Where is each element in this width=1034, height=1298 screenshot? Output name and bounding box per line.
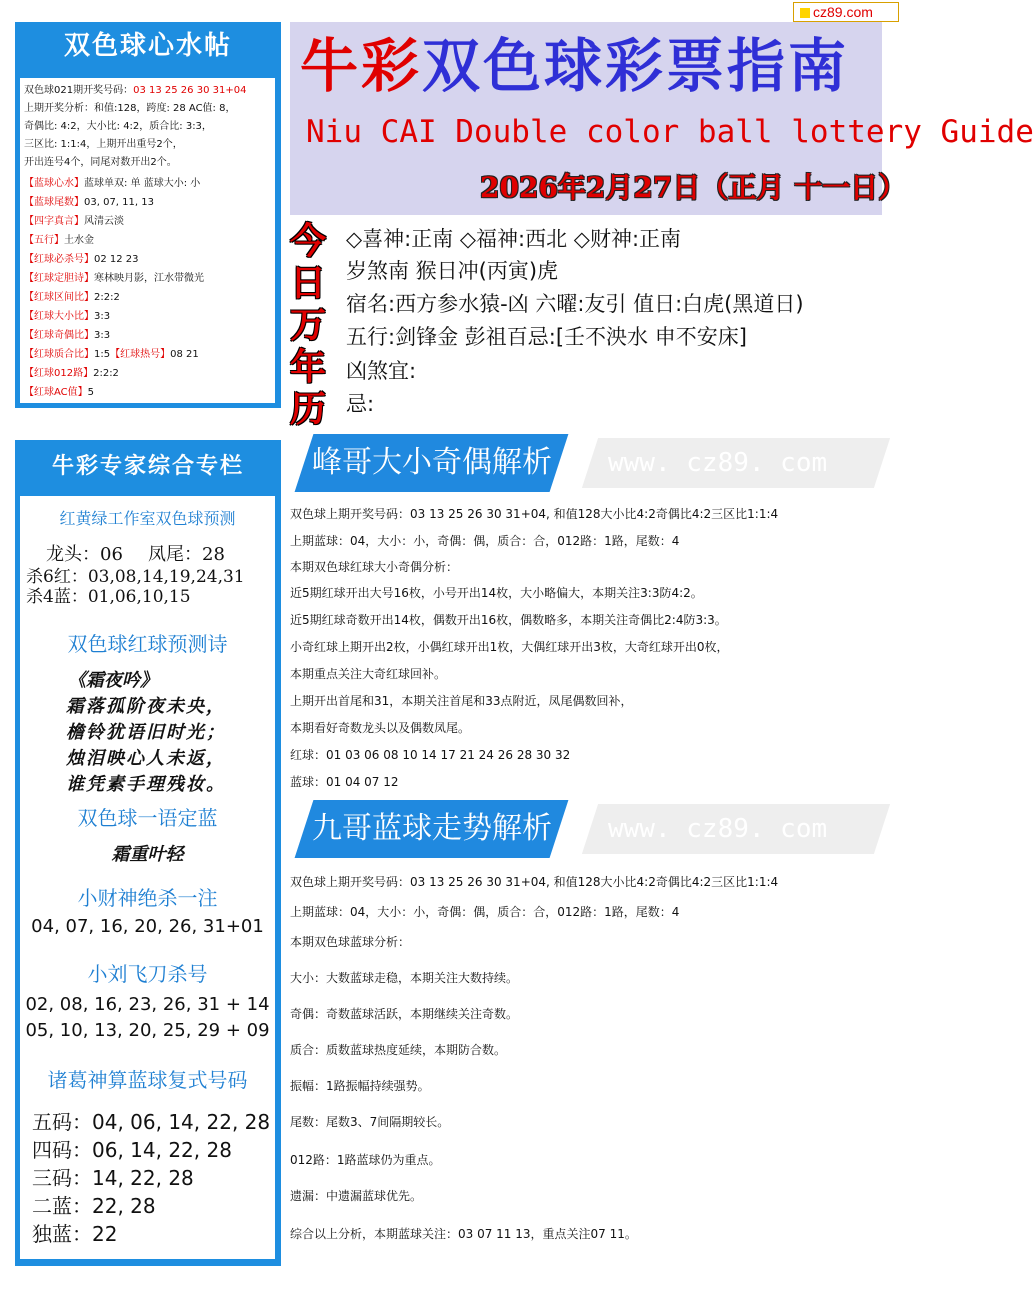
section1-line: 上期蓝球：04，大小：小，奇偶：偶，质合：合，012路：1路，尾数：4: [290, 534, 680, 548]
zhuge-line: 五码：04, 06, 14, 22, 28: [32, 1110, 271, 1134]
almanac-label: [285, 220, 331, 428]
kill-blue: 杀4蓝：01,06,10,15: [26, 587, 191, 607]
tip-tag: 【红球定胆诗】: [24, 273, 94, 284]
zhuge-line: 独蓝：22: [32, 1222, 118, 1246]
tip-tag: 【红球必杀号】: [24, 254, 94, 265]
section1-line: 红球：01 03 06 08 10 14 17 21 24 26 28 30 32: [290, 748, 571, 762]
draw-numbers-line: [24, 84, 246, 97]
tip-text: 1:5: [94, 349, 111, 360]
poem-name: 《霜夜吟》: [68, 670, 158, 691]
section2-line: 尾数：尾数3、7间隔期较长。: [290, 1115, 450, 1129]
tip-text: 寒林映月影，江水带微光: [94, 273, 204, 284]
tip-tag: 【红球AC值】: [24, 387, 88, 398]
zhuge-title: 诸葛神算蓝球复式号码: [47, 1068, 248, 1092]
kill-red: 杀6红：03,08,14,19,24,31: [26, 567, 245, 587]
caishen-numbers: 04, 07, 16, 20, 26, 31+01: [31, 916, 264, 937]
tip-text: 2:2:2: [93, 368, 119, 379]
tip-line: [24, 329, 110, 342]
section1-line: 近5期红球奇数开出14枚，偶数开出16枚，偶数略多，本期关注奇偶比2:4防3:3。: [290, 613, 727, 627]
tip-tag: 【红球大小比】: [24, 311, 94, 322]
analysis-line: 奇偶比: 4:2，大小比: 4:2，质合比: 3:3，: [24, 121, 212, 132]
badge-square-icon: [800, 8, 810, 18]
section1-line: 双色球上期开奖号码：03 13 25 26 30 31+04, 和值128大小比4:2奇偶比4:2三区比1:1:4: [290, 507, 779, 521]
almanac-line: ◇喜神:正南 ◇福神:西北 ◇财神:正南: [346, 227, 682, 251]
caishen-title: 小财神绝杀一注: [77, 886, 218, 910]
tip-line: [24, 177, 200, 190]
left-top-panel: [15, 22, 281, 408]
analysis-line: 上期开奖分析：和值:128，跨度: 28 AC值: 8，: [24, 103, 236, 114]
tip-text: 3:3: [94, 330, 111, 341]
dragon-head: 龙头：06: [46, 544, 123, 565]
studio-title: 红黄绿工作室双色球预测: [59, 509, 236, 528]
tip-text: 蓝球单双: 单 蓝球大小: 小: [84, 178, 201, 189]
section1-title: 峰哥大小奇偶解析: [312, 445, 552, 480]
almanac-line: 岁煞南 猴日冲(丙寅)虎: [346, 259, 559, 283]
section1-url[interactable]: www. cz89. com: [608, 448, 828, 478]
header-title-main: 双色球彩票指南: [422, 32, 850, 100]
section2-banner: [290, 800, 882, 858]
poem-line: 檐铃犹语旧时光；: [66, 722, 226, 743]
section1-line: 小奇红球上期开出2枚，小偶红球开出1枚，大偶红球开出3枚，大奇红球开出0枚，: [290, 640, 729, 654]
tip-line: [24, 215, 124, 228]
poem-line: 烛泪映心人未返，: [66, 748, 226, 769]
tip-text: 土水金: [64, 235, 94, 246]
section2-line: 双色球上期开奖号码：03 13 25 26 30 31+04, 和值128大小比4:2奇偶比4:2三区比1:1:4: [290, 875, 779, 889]
almanac-label-char: 今: [289, 220, 326, 262]
section1-line: 近5期红球开出大号16枚，小号开出14枚，大小略偏大，本期关注3:3防4:2。: [290, 586, 703, 600]
tip-line: [24, 348, 199, 361]
tip-text: 08 21: [170, 349, 199, 360]
section2-title: 九哥蓝球走势解析: [312, 811, 552, 846]
left-top-content: [20, 78, 275, 403]
section1-banner: [290, 434, 882, 492]
tip-text: 5: [87, 387, 95, 398]
poem-line: 谁凭素手理残妆。: [66, 774, 226, 795]
liu-line: 05, 10, 13, 20, 25, 29 + 09: [25, 1020, 270, 1041]
section1-line: 蓝球：01 04 07 12: [290, 775, 399, 789]
section2-line: 综合以上分析，本期蓝球关注：03 07 11 13，重点关注07 11。: [290, 1227, 637, 1241]
tip-text: 03, 07, 11, 13: [84, 197, 154, 208]
liu-title: 小刘飞刀杀号: [87, 962, 208, 986]
tip-tag: 【红球质合比】: [24, 349, 94, 360]
expert-column: [20, 496, 275, 1259]
zhuge-line: 三码：14, 22, 28: [32, 1166, 194, 1190]
liu-line: 02, 08, 16, 23, 26, 31 + 14: [25, 994, 270, 1015]
almanac-label-char: 万: [289, 304, 326, 346]
section1-line: 本期重点关注大奇红球回补。: [290, 667, 447, 681]
tip-line: [24, 291, 120, 304]
left-bottom-panel: [15, 440, 281, 1266]
section2-line: 本期双色球蓝球分析：: [290, 935, 411, 949]
site-badge-text: cz89.com: [813, 4, 873, 20]
tip-tag: 【红球区间比】: [24, 292, 94, 303]
tip-tag: 【五行】: [24, 235, 64, 246]
section2-line: 奇偶：奇数蓝球活跃，本期继续关注奇数。: [290, 1007, 519, 1021]
phoenix-tail: 凤尾：28: [148, 544, 225, 565]
almanac-line: 宿名:西方参水猿-凶 六曜:友引 值日:白虎(黑道日): [346, 292, 804, 316]
tip-text: 风清云淡: [84, 216, 124, 227]
tip-line: [24, 386, 94, 399]
tip-tag: 【红球热号】: [110, 349, 171, 360]
header-date: 2026年2月27日（正月 十一日）: [480, 171, 907, 204]
tip-text: 2:2:2: [94, 292, 120, 303]
section1-line: 上期开出首尾和31，本期关注首尾和33点附近，凤尾偶数回补，: [290, 694, 633, 708]
almanac-label-char: 日: [289, 262, 326, 304]
tip-text: 3:3: [94, 311, 111, 322]
section1-line: 本期双色球红球大小奇偶分析：: [290, 560, 459, 574]
section2-line: 上期蓝球：04，大小：小，奇偶：偶，质合：合，012路：1路，尾数：4: [290, 905, 680, 919]
tip-line: [24, 367, 119, 380]
tip-tag: 【红球奇偶比】: [24, 330, 94, 341]
tip-line: [24, 272, 204, 285]
left-top-title: 双色球心水帖: [63, 31, 232, 61]
almanac-label-char: 年: [289, 346, 326, 388]
section2-line: 大小：大数蓝球走稳，本期关注大数持续。: [290, 971, 519, 985]
draw-numbers-prefix: 双色球021期开奖号码：: [24, 85, 134, 96]
section2-line: 012路：1路蓝球仍为重点。: [290, 1153, 441, 1167]
section2-line: 质合：质数蓝球热度延续，本期防合数。: [290, 1043, 507, 1057]
tip-tag: 【红球012路】: [24, 368, 94, 379]
tip-line: [24, 196, 154, 209]
tip-text: 02 12 23: [94, 254, 139, 265]
header-subtitle-en: Niu CAI Double color ball lottery Guide: [306, 114, 1034, 150]
tip-tag: 【蓝球尾数】: [24, 197, 84, 208]
section2-line: 振幅：1路振幅持续强势。: [290, 1079, 430, 1093]
poem-line: 霜落孤阶夜未央，: [66, 696, 226, 717]
almanac-line: 忌:: [346, 392, 375, 416]
header-title-brand: 牛彩: [300, 32, 423, 100]
section2-url[interactable]: www. cz89. com: [608, 814, 828, 844]
poem-title: 双色球红球预测诗: [67, 632, 228, 656]
zhuge-line: 四码：06, 14, 22, 28: [32, 1138, 232, 1162]
analysis-line: 三区比: 1:1:4，上期开出重号2个，: [24, 139, 183, 150]
almanac-line: 五行:剑锋金 彭祖百忌:[壬不泱水 申不安床]: [346, 325, 747, 349]
tip-line: [24, 234, 94, 247]
analysis-line: 开出连号4个，同尾对数开出2个。: [24, 157, 177, 168]
tip-line: [24, 310, 110, 323]
site-badge[interactable]: [793, 2, 899, 22]
section1-line: 本期看好奇数龙头以及偶数凤尾。: [290, 721, 471, 735]
section2-line: 遗漏：中遗漏蓝球优先。: [290, 1189, 423, 1203]
almanac-line: 凶煞宜:: [346, 359, 417, 383]
blue-phrase-title: 双色球一语定蓝: [77, 806, 218, 830]
tip-tag: 【蓝球心水】: [24, 178, 84, 189]
draw-numbers: 03 13 25 26 30 31+04: [133, 85, 247, 96]
zhuge-line: 二蓝：22, 28: [32, 1194, 156, 1218]
blue-phrase: 霜重叶轻: [111, 844, 184, 865]
tip-tag: 【四字真言】: [24, 216, 84, 227]
tip-line: [24, 253, 139, 266]
left-bottom-title: 牛彩专家综合专栏: [51, 453, 244, 479]
almanac-label-char: 历: [289, 388, 326, 430]
header-title: [300, 25, 880, 107]
